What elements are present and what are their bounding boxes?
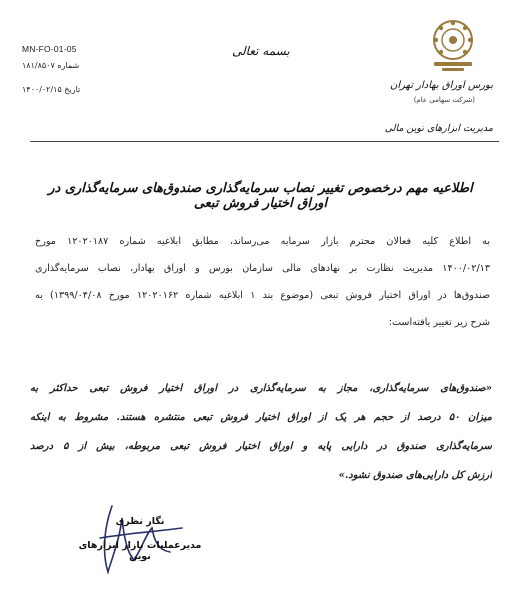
letter-number: شماره ۱۸۱/۸۵۰۷ <box>22 61 80 70</box>
bismillah: بسمه تعالی <box>232 44 290 58</box>
org-subtitle: (شرکت سهامی عام) <box>413 96 475 104</box>
letter-date: تاریخ ۱۴۰۰/۰۲/۱۵ <box>22 85 81 94</box>
notice-body <box>35 228 490 336</box>
quote-line: میزان ۵۰ درصد از حجم هر یک از اوراق اختیار فروش تبعی منتشره هستند. مشروط به اینکه <box>30 412 492 423</box>
org-name: بورس اوراق بهادار تهران <box>389 80 493 91</box>
quote-line: سرمایه‌گذاری صندوق در دارایی پایه و اوراق اختیار فروش تبعی مربوطه، بیش از ۵ درصد <box>30 441 492 452</box>
body-line: ۱۴۰۰/۰۲/۱۳ مدیریت نظارت بر نهادهای مالی سازمان بورس و اوراق بهادار، نصاب سرمایه‌گذاری <box>35 263 490 274</box>
quote-line: ارزش کل دارایی‌های صندوق نشود.» <box>338 470 492 481</box>
form-code: MN-FO-01-05 <box>22 44 77 54</box>
body-line: صندوق‌ها در اوراق اختیار فروش تبعی (موضوع بند ۱ ابلاغیه شماره ۱۲۰۲۰۱۶۲ مورخ ۱۳۹۹/۰۴/۰۸) به <box>35 290 490 301</box>
signatory-name: نگار نظری <box>115 516 165 527</box>
rule-quote <box>30 374 492 490</box>
department-name: مدیریت ابزارهای نوین مالی <box>384 123 493 134</box>
handwritten-signature <box>82 498 192 578</box>
notice-title: اطلاعیه مهم درخصوص تغییر نصاب سرمایه‌گذاری صندوق‌های سرمایه‌گذاری در اوراق اختیار فروش تبعی <box>48 181 473 211</box>
header-divider <box>30 141 499 142</box>
exchange-logo-icon <box>420 14 486 76</box>
quote-line: «صندوق‌های سرمایه‌گذاری، مجاز به سرمایه‌گذاری در اوراق اختیار فروش تبعی حداکثر به <box>30 383 492 394</box>
signatory-role: مدیرعملیات بازار ابزارهای نوین <box>78 540 202 562</box>
body-line: به اطلاع کلیه فعالان محترم بازار سرمایه می‌رساند، مطابق ابلاغیه شماره ۱۲۰۲۰۱۸۷ مورخ <box>35 236 490 247</box>
body-line: شرح زیر تغییر یافته‌است: <box>388 317 490 328</box>
